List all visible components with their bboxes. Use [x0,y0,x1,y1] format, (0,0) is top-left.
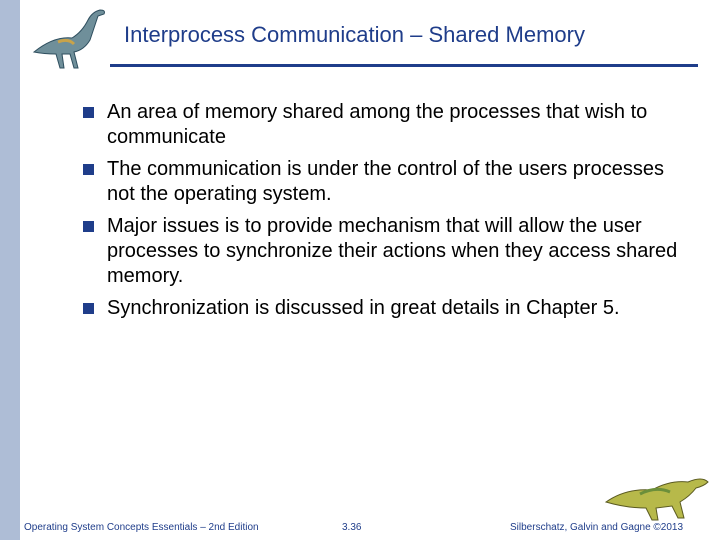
footer-course-title: Operating System Concepts Essentials – 2nd Edition [24,522,259,533]
dinosaur-logo-icon [600,462,716,524]
slide-title: Interprocess Communication – Shared Memory [124,22,585,47]
bullet-item [82,296,692,321]
dinosaur-logo-icon [24,4,114,74]
title-divider [110,64,698,67]
bullet-square-icon [83,303,94,314]
bullet-text: An area of memory shared among the processes that wish to communicate [107,101,648,148]
bullet-list [82,100,692,328]
bullet-item [82,157,692,207]
footer-page-number: 3.36 [342,522,362,533]
bullet-text: Synchronization is discussed in great details in Chapter 5. [107,297,620,319]
left-accent-bar [0,0,20,540]
bullet-square-icon [83,221,94,232]
bullet-square-icon [83,164,94,175]
bullet-text: The communication is under the control of the users processes not the operating system. [107,158,664,205]
footer-copyright: Silberschatz, Galvin and Gagne ©2013 [510,522,684,533]
bullet-item [82,100,692,150]
bullet-square-icon [83,107,94,118]
bullet-text: Major issues is to provide mechanism that will allow the user processes to synchronize their actions when they access shared memory. [107,215,678,287]
bullet-item [82,214,692,289]
